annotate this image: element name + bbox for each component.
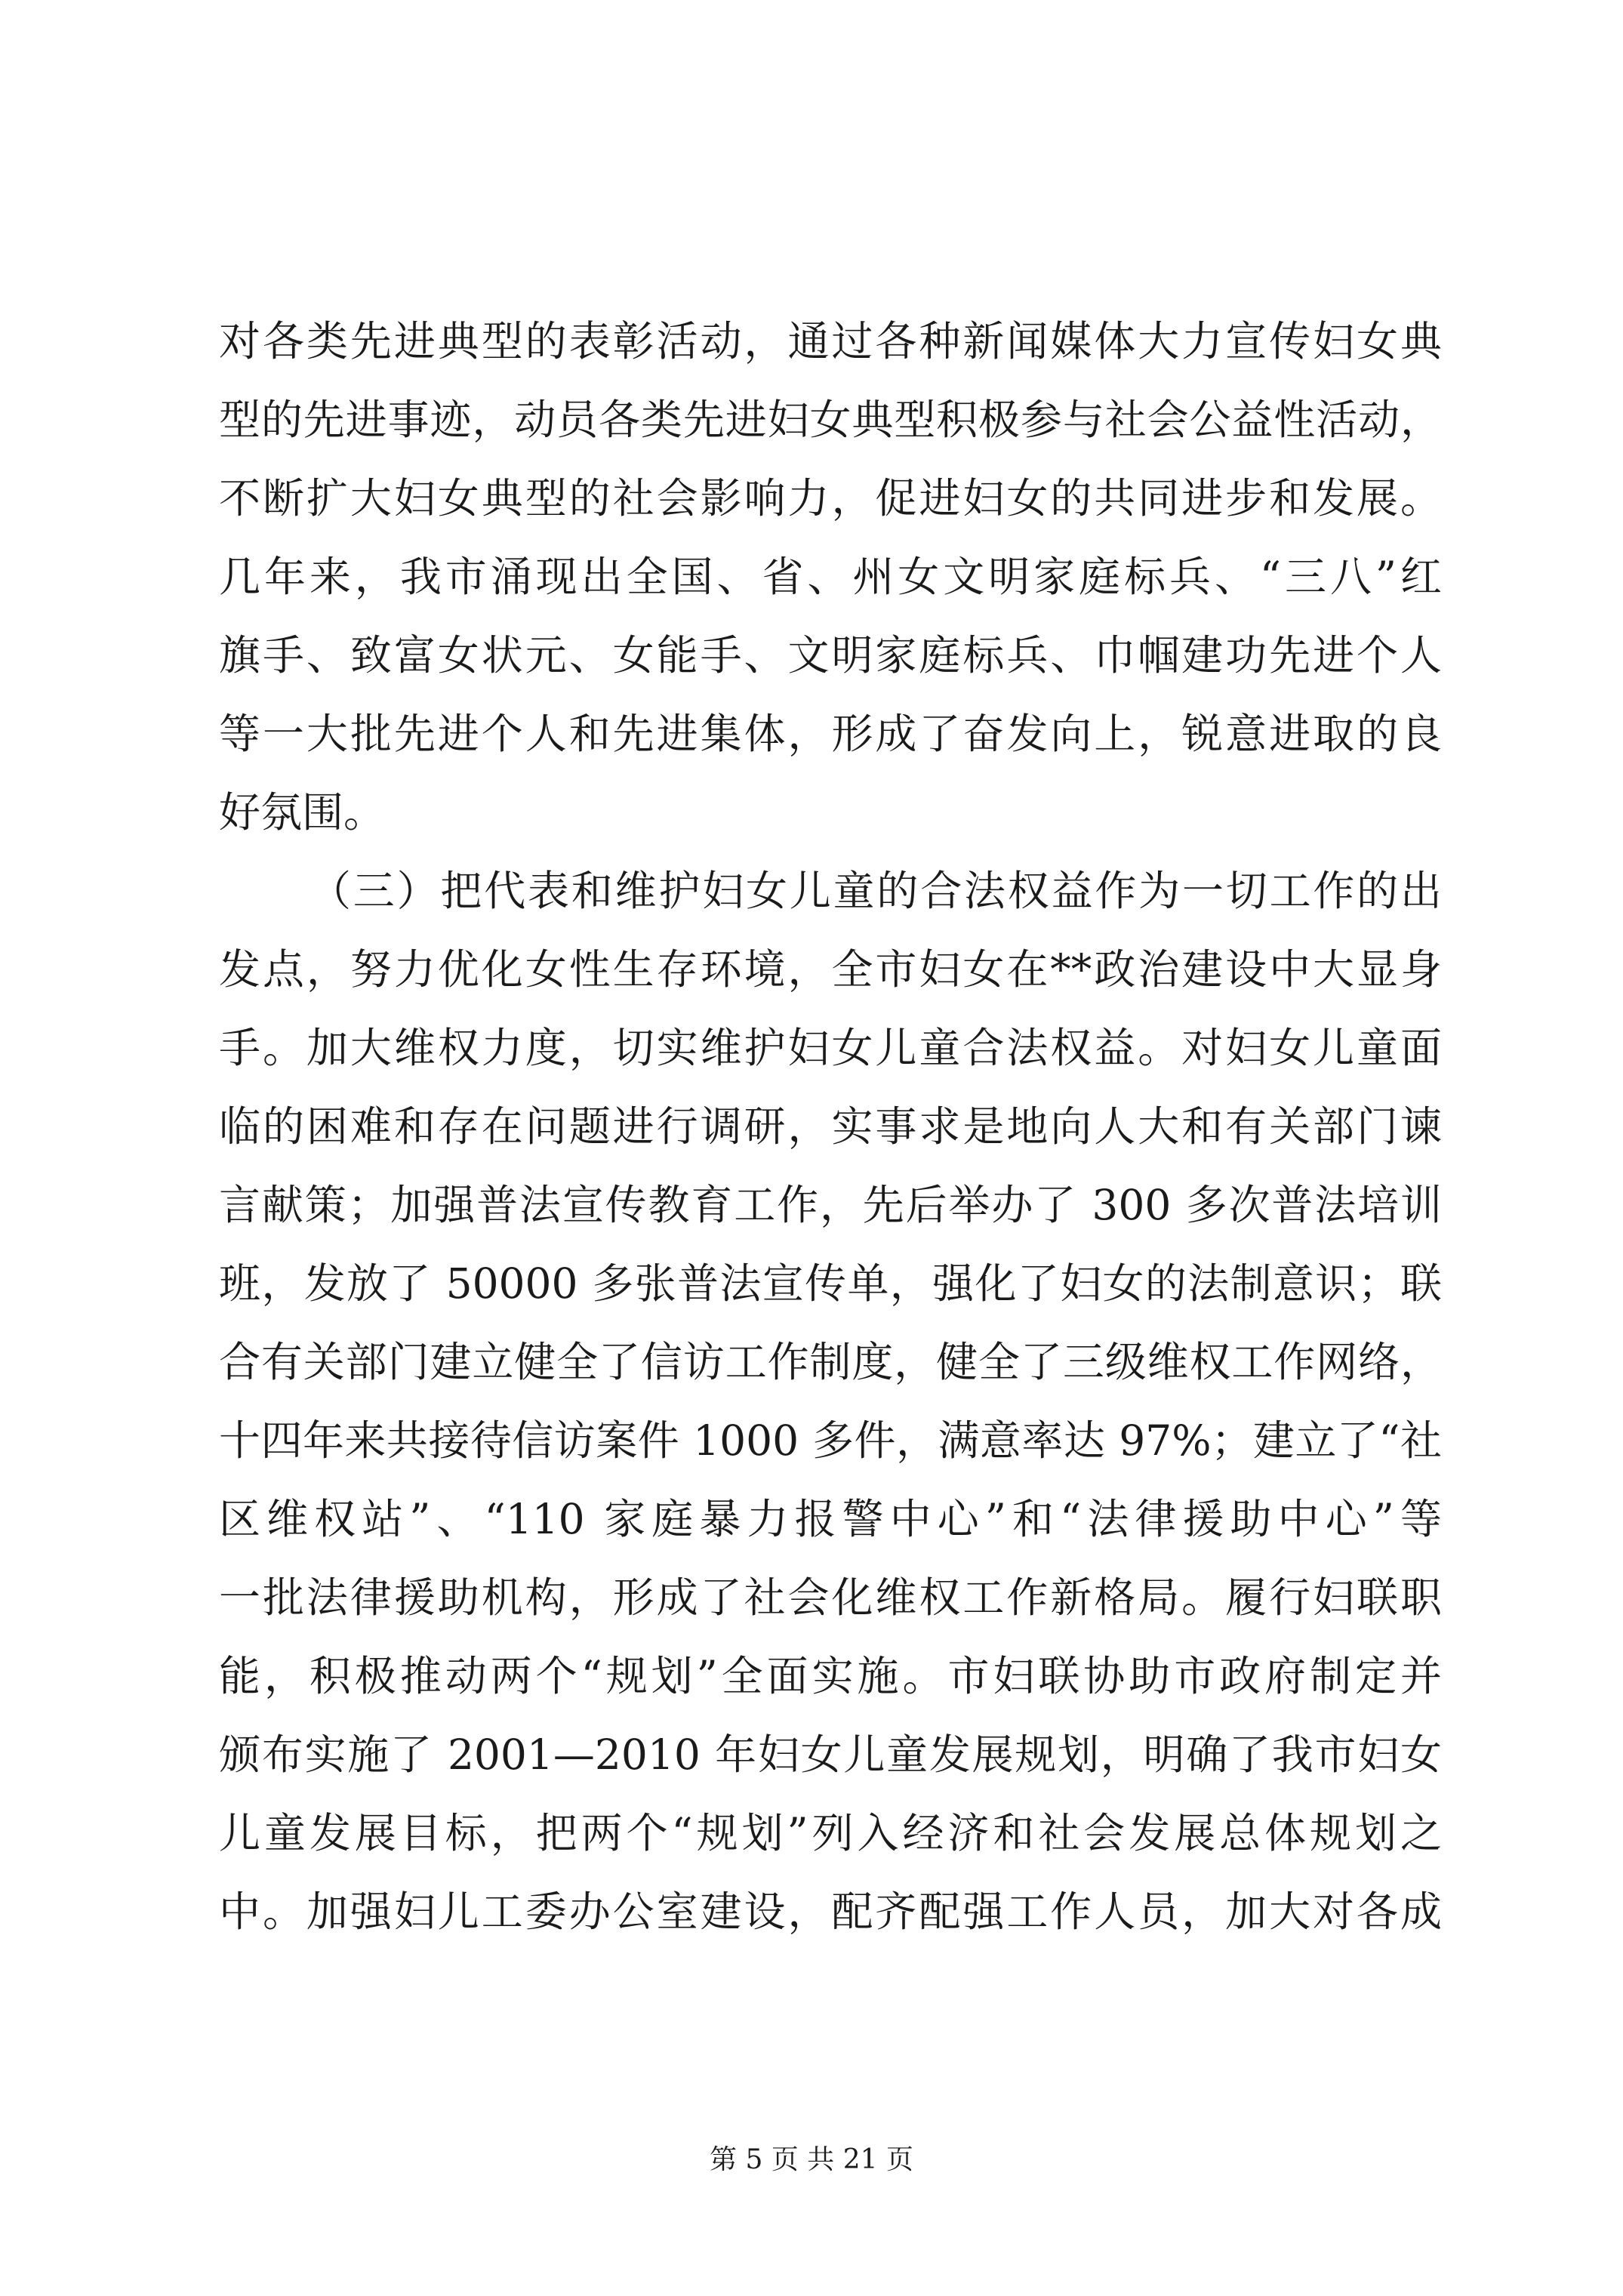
text-line: 对各类先进典型的表彰活动，通过各种新闻媒体大力宣传妇女典 — [219, 317, 1442, 365]
text-line: 旗手、致富女状元、女能手、文明家庭标兵、巾帼建功先进个人 — [219, 631, 1442, 680]
text-line: 能，积极推动两个“规划”全面实施。市妇联协助市政府制定并 — [219, 1652, 1442, 1700]
text-line: 中。加强妇儿工委办公室建设，配齐配强工作人员，加大对各成 — [219, 1888, 1442, 1936]
text-line: 班，发放了 50000 多张普法宣传单，强化了妇女的法制意识；联 — [219, 1259, 1442, 1308]
text-line: 十四年来共接待信访案件 1000 多件，满意率达 97%；建立了“社 — [219, 1416, 1442, 1465]
text-line: 儿童发展目标，把两个“规划”列入经济和社会发展总体规划之 — [219, 1809, 1442, 1857]
text-line: 不断扩大妇女典型的社会影响力，促进妇女的共同进步和发展。 — [219, 474, 1442, 522]
text-line: 等一大批先进个人和先进集体，形成了奋发向上，锐意进取的良 — [219, 710, 1442, 758]
page-number-footer: 第 5 页 共 21 页 — [710, 2144, 913, 2175]
text-line: 几年来，我市涌现出全国、省、州女文明家庭标兵、“三八”红 — [219, 553, 1442, 601]
text-line: 颁布实施了 2001—2010 年妇女儿童发展规划，明确了我市妇女 — [219, 1730, 1442, 1779]
text-line: 一批法律援助机构，形成了社会化维权工作新格局。履行妇联职 — [219, 1573, 1442, 1622]
text-line: 手。加大维权力度，切实维护妇女儿童合法权益。对妇女儿童面 — [219, 1024, 1442, 1072]
text-line: 合有关部门建立健全了信访工作制度，健全了三级维权工作网络， — [219, 1338, 1442, 1386]
text-line: 言献策；加强普法宣传教育工作，先后举办了 300 多次普法培训 — [219, 1181, 1442, 1229]
text-line: 临的困难和存在问题进行调研，实事求是地向人大和有关部门谏 — [219, 1102, 1442, 1151]
text-line: 好氛围。 — [219, 788, 386, 837]
paragraph-heading-line: （三）把代表和维护妇女儿童的合法权益作为一切工作的出 — [310, 867, 1442, 915]
body-text — [219, 302, 1442, 1951]
text-line: 型的先进事迹，动员各类先进妇女典型积极参与社会公益性活动， — [219, 396, 1442, 444]
text-line: 发点，努力优化女性生存环境，全市妇女在**政治建设中大显身 — [219, 945, 1442, 994]
text-line: 区维权站”、“110 家庭暴力报警中心”和“法律援助中心”等 — [219, 1495, 1442, 1543]
